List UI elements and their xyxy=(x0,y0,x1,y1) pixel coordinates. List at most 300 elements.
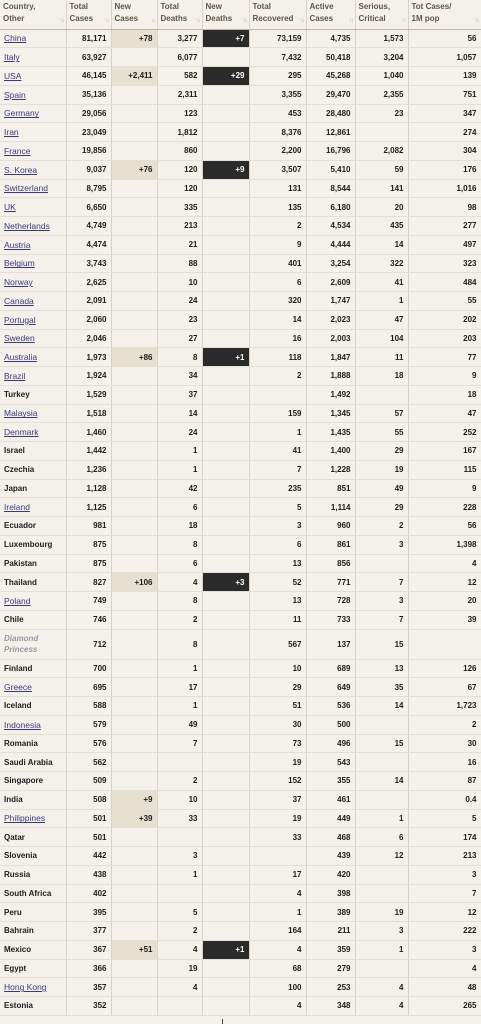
cases-per-1m-cell: 0.4 xyxy=(408,790,481,809)
total-recovered-cell: 9 xyxy=(249,235,306,254)
table-row xyxy=(0,479,481,498)
column-header-serious-critical[interactable] xyxy=(355,0,408,29)
new-cases-cell xyxy=(111,179,157,198)
serious-critical-cell: 14 xyxy=(355,697,408,716)
total-deaths-cell: 5 xyxy=(157,903,202,922)
active-cases-cell: 348 xyxy=(306,997,355,1016)
new-cases-cell xyxy=(111,678,157,697)
sort-arrows-icon[interactable]: ↑↓ xyxy=(195,17,200,24)
cases-per-1m-cell: 277 xyxy=(408,217,481,236)
total-recovered-cell: 2 xyxy=(249,367,306,386)
cases-per-1m-cell: 67 xyxy=(408,678,481,697)
cases-per-1m-cell: 115 xyxy=(408,460,481,479)
active-cases-cell: 500 xyxy=(306,715,355,734)
active-cases-cell: 398 xyxy=(306,884,355,903)
new-deaths-cell xyxy=(202,697,249,716)
new-deaths-cell xyxy=(202,310,249,329)
total-cases-cell: 1,973 xyxy=(66,348,111,367)
total-cases-cell: 402 xyxy=(66,884,111,903)
new-deaths-cell xyxy=(202,959,249,978)
active-cases-cell: 960 xyxy=(306,517,355,536)
new-deaths-cell xyxy=(202,385,249,404)
new-cases-cell xyxy=(111,217,157,236)
table-row xyxy=(0,517,481,536)
sort-arrows-icon[interactable]: ↑↓ xyxy=(150,17,155,24)
active-cases-cell: 733 xyxy=(306,610,355,629)
table-row xyxy=(0,85,481,104)
total-deaths-cell: 24 xyxy=(157,423,202,442)
total-cases-cell: 746 xyxy=(66,610,111,629)
table-row xyxy=(0,697,481,716)
total-recovered-cell: 5 xyxy=(249,498,306,517)
cases-per-1m-cell xyxy=(408,629,481,659)
country-link[interactable]: Netherlands xyxy=(0,217,66,236)
new-cases-cell xyxy=(111,884,157,903)
table-row xyxy=(0,179,481,198)
country-link[interactable]: Australia xyxy=(0,348,66,367)
new-deaths-cell xyxy=(202,884,249,903)
serious-critical-cell: 57 xyxy=(355,404,408,423)
new-deaths-cell xyxy=(202,734,249,753)
cases-per-1m-cell: 304 xyxy=(408,142,481,161)
column-header-new-deaths[interactable] xyxy=(202,0,249,29)
serious-critical-cell: 6 xyxy=(355,828,408,847)
total-recovered-cell: 100 xyxy=(249,978,306,997)
country-name: Turkey xyxy=(0,385,66,404)
total-recovered-cell: 2,200 xyxy=(249,142,306,161)
cases-per-1m-cell: 167 xyxy=(408,442,481,461)
total-cases-cell: 579 xyxy=(66,715,111,734)
column-header-cases-per-1m[interactable] xyxy=(408,0,481,29)
new-cases-cell xyxy=(111,123,157,142)
column-header-label: Country, xyxy=(3,2,36,11)
country-link[interactable]: Poland xyxy=(0,592,66,611)
active-cases-cell: 50,418 xyxy=(306,48,355,67)
total-recovered-cell: 30 xyxy=(249,715,306,734)
active-cases-cell: 1,847 xyxy=(306,348,355,367)
country-name: Israel xyxy=(0,442,66,461)
table-row xyxy=(0,142,481,161)
serious-critical-cell: 2 xyxy=(355,517,408,536)
new-cases-cell xyxy=(111,847,157,866)
new-cases-cell xyxy=(111,978,157,997)
country-name: Iceland xyxy=(0,697,66,716)
new-cases-cell xyxy=(111,235,157,254)
total-recovered-cell: 11 xyxy=(249,610,306,629)
column-header-label: Total xyxy=(69,2,89,11)
new-deaths-cell xyxy=(202,715,249,734)
total-recovered-cell: 33 xyxy=(249,828,306,847)
serious-critical-cell: 29 xyxy=(355,498,408,517)
total-recovered-cell: 164 xyxy=(249,922,306,941)
column-header-label: Active xyxy=(309,2,334,11)
cases-per-1m-cell: 228 xyxy=(408,498,481,517)
table-row xyxy=(0,348,481,367)
table-row xyxy=(0,198,481,217)
total-deaths-cell: 34 xyxy=(157,367,202,386)
column-header-active-cases[interactable] xyxy=(306,0,355,29)
column-header-label: Critical xyxy=(358,14,386,23)
new-cases-cell xyxy=(111,292,157,311)
country-link[interactable]: UK xyxy=(0,198,66,217)
active-cases-cell: 856 xyxy=(306,554,355,573)
active-cases-cell: 16,796 xyxy=(306,142,355,161)
serious-critical-cell xyxy=(355,554,408,573)
sort-arrows-icon[interactable]: ↑↓ xyxy=(474,17,479,24)
new-deaths-cell: +3 xyxy=(202,573,249,592)
active-cases-cell: 137 xyxy=(306,629,355,659)
cases-per-1m-cell: 222 xyxy=(408,922,481,941)
country-name: Mexico xyxy=(0,940,66,959)
total-deaths-cell: 8 xyxy=(157,348,202,367)
new-cases-cell xyxy=(111,697,157,716)
total-recovered-cell: 19 xyxy=(249,809,306,828)
new-deaths-cell xyxy=(202,678,249,697)
cases-per-1m-cell: 1,057 xyxy=(408,48,481,67)
cases-per-1m-cell: 1,398 xyxy=(408,535,481,554)
new-cases-cell xyxy=(111,142,157,161)
total-recovered-cell: 453 xyxy=(249,104,306,123)
serious-critical-cell: 49 xyxy=(355,479,408,498)
serious-critical-cell: 15 xyxy=(355,734,408,753)
cases-per-1m-cell: 274 xyxy=(408,123,481,142)
total-deaths-cell: 3,277 xyxy=(157,29,202,48)
new-deaths-cell xyxy=(202,772,249,791)
total-recovered-cell: 131 xyxy=(249,179,306,198)
total-cases-cell: 1,236 xyxy=(66,460,111,479)
country-link[interactable]: S. Korea xyxy=(0,160,66,179)
serious-critical-cell: 20 xyxy=(355,198,408,217)
new-cases-cell xyxy=(111,385,157,404)
column-header-label: New xyxy=(205,2,222,11)
serious-critical-cell: 15 xyxy=(355,629,408,659)
total-deaths-cell: 335 xyxy=(157,198,202,217)
total-recovered-cell: 68 xyxy=(249,959,306,978)
total-recovered-cell: 3,507 xyxy=(249,160,306,179)
active-cases-cell: 728 xyxy=(306,592,355,611)
table-row xyxy=(0,753,481,772)
table-row xyxy=(0,715,481,734)
new-cases-cell xyxy=(111,922,157,941)
table-row xyxy=(0,828,481,847)
total-deaths-cell: 120 xyxy=(157,160,202,179)
cases-per-1m-cell: 139 xyxy=(408,67,481,86)
active-cases-cell: 6,180 xyxy=(306,198,355,217)
country-link[interactable]: Belgium xyxy=(0,254,66,273)
column-header-label: Total xyxy=(252,2,272,11)
cases-per-1m-cell: 98 xyxy=(408,198,481,217)
total-recovered-cell: 8,376 xyxy=(249,123,306,142)
table-row xyxy=(0,940,481,959)
column-header-label: Deaths xyxy=(160,14,188,23)
country-link[interactable]: Malaysia xyxy=(0,404,66,423)
total-recovered-cell: 19 xyxy=(249,753,306,772)
new-cases-cell xyxy=(111,442,157,461)
new-cases-cell xyxy=(111,772,157,791)
country-name: Ecuador xyxy=(0,517,66,536)
active-cases-cell: 45,268 xyxy=(306,67,355,86)
sort-arrows-icon[interactable]: ↑↓ xyxy=(299,17,304,24)
total-cases-cell: 827 xyxy=(66,573,111,592)
cases-per-1m-cell: 1,016 xyxy=(408,179,481,198)
new-deaths-cell xyxy=(202,610,249,629)
serious-critical-cell xyxy=(355,385,408,404)
cases-per-1m-cell: 47 xyxy=(408,404,481,423)
total-cases-cell: 6,650 xyxy=(66,198,111,217)
serious-critical-cell: 104 xyxy=(355,329,408,348)
new-cases-cell xyxy=(111,85,157,104)
country-link[interactable]: Canada xyxy=(0,292,66,311)
total-cases-cell: 1,518 xyxy=(66,404,111,423)
sort-arrows-icon[interactable]: ↑↓ xyxy=(59,17,64,24)
total-recovered-cell: 7,432 xyxy=(249,48,306,67)
active-cases-cell: 461 xyxy=(306,790,355,809)
cases-per-1m-cell: 56 xyxy=(408,517,481,536)
new-deaths-cell xyxy=(202,659,249,678)
new-cases-cell xyxy=(111,104,157,123)
serious-critical-cell: 18 xyxy=(355,367,408,386)
serious-critical-cell: 4 xyxy=(355,978,408,997)
serious-critical-cell: 14 xyxy=(355,772,408,791)
total-cases-cell: 981 xyxy=(66,517,111,536)
total-deaths-cell: 1 xyxy=(157,659,202,678)
total-deaths-cell: 8 xyxy=(157,535,202,554)
serious-critical-cell: 59 xyxy=(355,160,408,179)
serious-critical-cell xyxy=(355,753,408,772)
total-recovered-cell: 1 xyxy=(249,903,306,922)
table-row xyxy=(0,610,481,629)
total-deaths-cell: 18 xyxy=(157,517,202,536)
column-header-label: Serious, xyxy=(358,2,391,11)
total-deaths-cell: 860 xyxy=(157,142,202,161)
table-row xyxy=(0,573,481,592)
column-header-total-deaths[interactable] xyxy=(157,0,202,29)
table-row xyxy=(0,790,481,809)
country-name: Estonia xyxy=(0,997,66,1016)
new-cases-cell xyxy=(111,198,157,217)
total-deaths-cell: 17 xyxy=(157,678,202,697)
total-deaths-cell: 582 xyxy=(157,67,202,86)
total-cases-cell: 749 xyxy=(66,592,111,611)
serious-critical-cell: 435 xyxy=(355,217,408,236)
cases-per-1m-cell: 176 xyxy=(408,160,481,179)
country-link[interactable]: Indonesia xyxy=(0,715,66,734)
country-link[interactable]: Austria xyxy=(0,235,66,254)
table-header xyxy=(0,0,481,29)
cases-per-1m-cell: 18 xyxy=(408,385,481,404)
table-row xyxy=(0,884,481,903)
active-cases-cell: 359 xyxy=(306,940,355,959)
total-cases-cell: 9,037 xyxy=(66,160,111,179)
country-name: Bahrain xyxy=(0,922,66,941)
country-name: Thailand xyxy=(0,573,66,592)
active-cases-cell: 536 xyxy=(306,697,355,716)
country-link[interactable]: USA xyxy=(0,67,66,86)
new-deaths-cell xyxy=(202,517,249,536)
sort-arrows-icon[interactable]: ↑↓ xyxy=(348,17,353,24)
total-recovered-cell: 37 xyxy=(249,790,306,809)
serious-critical-cell: 2,355 xyxy=(355,85,408,104)
total-recovered-cell: 73,159 xyxy=(249,29,306,48)
serious-critical-cell: 3 xyxy=(355,535,408,554)
new-deaths-cell xyxy=(202,865,249,884)
country-link[interactable]: Brazil xyxy=(0,367,66,386)
country-link[interactable]: Ireland xyxy=(0,498,66,517)
active-cases-cell: 2,003 xyxy=(306,329,355,348)
table-row xyxy=(0,460,481,479)
table-row xyxy=(0,123,481,142)
total-deaths-cell: 120 xyxy=(157,179,202,198)
new-cases-cell xyxy=(111,828,157,847)
new-deaths-cell xyxy=(202,790,249,809)
total-recovered-cell: 6 xyxy=(249,535,306,554)
active-cases-cell: 1,345 xyxy=(306,404,355,423)
active-cases-cell: 439 xyxy=(306,847,355,866)
total-recovered-cell xyxy=(249,385,306,404)
active-cases-cell: 543 xyxy=(306,753,355,772)
new-cases-cell: +51 xyxy=(111,940,157,959)
total-recovered-cell: 13 xyxy=(249,554,306,573)
total-cases-cell: 501 xyxy=(66,809,111,828)
new-deaths-cell xyxy=(202,442,249,461)
total-cases-cell: 3,743 xyxy=(66,254,111,273)
column-header-country[interactable] xyxy=(0,0,66,29)
new-deaths-cell xyxy=(202,292,249,311)
country-link[interactable]: Portugal xyxy=(0,310,66,329)
table-row xyxy=(0,678,481,697)
active-cases-cell: 253 xyxy=(306,978,355,997)
total-cases-cell: 2,625 xyxy=(66,273,111,292)
column-header-label: Cases xyxy=(114,14,139,23)
new-cases-cell xyxy=(111,659,157,678)
table-row xyxy=(0,48,481,67)
country-link[interactable]: Switzerland xyxy=(0,179,66,198)
cases-per-1m-cell: 87 xyxy=(408,772,481,791)
sort-arrows-icon[interactable]: ↑↓ xyxy=(104,17,109,24)
total-cases-cell: 508 xyxy=(66,790,111,809)
total-recovered-cell: 4 xyxy=(249,940,306,959)
total-deaths-cell: 49 xyxy=(157,715,202,734)
country-link[interactable]: Germany xyxy=(0,104,66,123)
cases-per-1m-cell: 3 xyxy=(408,865,481,884)
total-recovered-cell xyxy=(249,847,306,866)
new-deaths-cell xyxy=(202,592,249,611)
country-link[interactable]: Iran xyxy=(0,123,66,142)
new-cases-cell xyxy=(111,423,157,442)
table-row xyxy=(0,67,481,86)
total-recovered-cell: 4 xyxy=(249,997,306,1016)
country-name: Luxembourg xyxy=(0,535,66,554)
new-cases-cell xyxy=(111,329,157,348)
total-cases-cell: 46,145 xyxy=(66,67,111,86)
total-cases-cell: 509 xyxy=(66,772,111,791)
new-cases-cell: +106 xyxy=(111,573,157,592)
country-link[interactable]: Italy xyxy=(0,48,66,67)
cases-per-1m-cell: 347 xyxy=(408,104,481,123)
table-row xyxy=(0,922,481,941)
total-recovered-cell: 16 xyxy=(249,329,306,348)
country-link[interactable]: Philippines xyxy=(0,809,66,828)
total-recovered-cell: 13 xyxy=(249,592,306,611)
total-deaths-cell: 42 xyxy=(157,479,202,498)
country-link[interactable]: Denmark xyxy=(0,423,66,442)
new-deaths-cell xyxy=(202,498,249,517)
sort-arrows-icon[interactable]: ↑↓ xyxy=(401,17,406,24)
column-header-total-recovered[interactable] xyxy=(249,0,306,29)
total-cases-cell: 1,442 xyxy=(66,442,111,461)
column-header-label: 1M pop xyxy=(411,14,440,23)
country-link[interactable]: Greece xyxy=(0,678,66,697)
column-header-label: Deaths xyxy=(205,14,233,23)
country-name: Saudi Arabia xyxy=(0,753,66,772)
column-header-total-cases[interactable] xyxy=(66,0,111,29)
sort-arrows-icon[interactable]: ↑↓ xyxy=(242,17,247,24)
total-recovered-cell: 73 xyxy=(249,734,306,753)
country-link[interactable]: Spain xyxy=(0,85,66,104)
column-header-label: New xyxy=(114,2,131,11)
table-row xyxy=(0,903,481,922)
total-cases-cell: 875 xyxy=(66,535,111,554)
serious-critical-cell: 35 xyxy=(355,678,408,697)
new-deaths-cell xyxy=(202,753,249,772)
cases-per-1m-cell: 9 xyxy=(408,367,481,386)
active-cases-cell: 355 xyxy=(306,772,355,791)
column-header-label: Total xyxy=(160,2,180,11)
total-cases-cell: 438 xyxy=(66,865,111,884)
new-cases-cell xyxy=(111,498,157,517)
total-recovered-cell: 51 xyxy=(249,697,306,716)
total-cases-cell: 1,529 xyxy=(66,385,111,404)
new-cases-cell xyxy=(111,715,157,734)
total-cases-cell: 35,136 xyxy=(66,85,111,104)
active-cases-cell: 29,470 xyxy=(306,85,355,104)
serious-critical-cell: 1 xyxy=(355,809,408,828)
table-row xyxy=(0,254,481,273)
new-cases-cell xyxy=(111,959,157,978)
total-cases-cell: 81,171 xyxy=(66,29,111,48)
country-link[interactable]: Sweden xyxy=(0,329,66,348)
table-row xyxy=(0,273,481,292)
column-header-new-cases[interactable] xyxy=(111,0,157,29)
total-deaths-cell xyxy=(157,884,202,903)
total-recovered-cell: 7 xyxy=(249,460,306,479)
active-cases-cell: 211 xyxy=(306,922,355,941)
cases-per-1m-cell: 56 xyxy=(408,29,481,48)
serious-critical-cell: 322 xyxy=(355,254,408,273)
country-name: Singapore xyxy=(0,772,66,791)
active-cases-cell: 468 xyxy=(306,828,355,847)
new-deaths-cell: +1 xyxy=(202,940,249,959)
serious-critical-cell: 11 xyxy=(355,348,408,367)
header-row xyxy=(0,0,481,29)
country-link[interactable]: Norway xyxy=(0,273,66,292)
new-cases-cell xyxy=(111,629,157,659)
total-recovered-cell: 41 xyxy=(249,442,306,461)
country-link[interactable]: China xyxy=(0,29,66,48)
new-cases-cell xyxy=(111,517,157,536)
country-link[interactable]: Hong Kong xyxy=(0,978,66,997)
active-cases-cell: 279 xyxy=(306,959,355,978)
total-cases-cell: 1,460 xyxy=(66,423,111,442)
serious-critical-cell xyxy=(355,865,408,884)
table-row xyxy=(0,217,481,236)
cases-per-1m-cell: 39 xyxy=(408,610,481,629)
table-row xyxy=(0,235,481,254)
column-header-label: Cases xyxy=(69,14,94,23)
table-row xyxy=(0,592,481,611)
country-link[interactable]: France xyxy=(0,142,66,161)
new-cases-cell xyxy=(111,903,157,922)
